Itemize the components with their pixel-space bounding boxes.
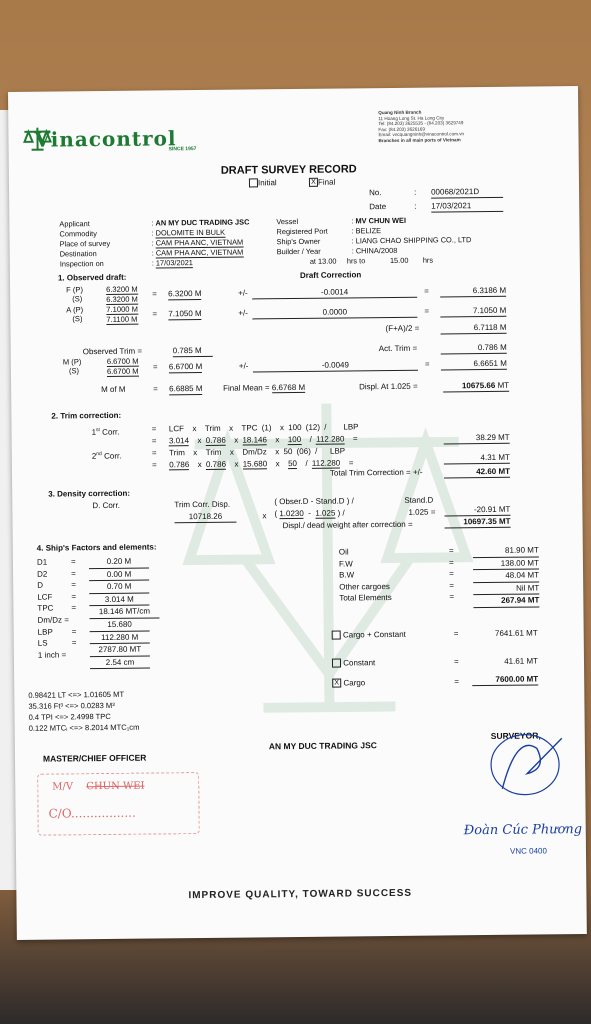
surveyor-name: Đoàn Cúc Phương <box>463 822 583 839</box>
observed-trim: 0.785 M <box>173 346 213 357</box>
section-density-correction: 3. Density correction: <box>48 488 131 499</box>
constant-value: 41.61 MT <box>504 656 539 666</box>
mid-corrected: 6.6651 M <box>441 359 507 371</box>
aft-correction: 0.0000 <box>252 307 417 320</box>
mid-mean: 6.6700 M <box>168 361 203 372</box>
final-mean: 6.6768 M <box>271 382 306 393</box>
mean-of-means: 6.6885 M <box>169 383 203 394</box>
section-trim-correction: 2. Trim correction: <box>51 410 122 421</box>
mid-values: 6.6700 M 6.6700 M <box>106 356 139 376</box>
section-observed-draft: 1. Observed draft: <box>57 272 127 283</box>
second-correction-label: 2nd Corr. <box>91 451 122 461</box>
constant-row: Constant <box>332 658 375 668</box>
inspection-time: at 13.00 hrs to 15.00 hrs <box>309 255 434 266</box>
first-correction-result: 38.29 MT <box>444 433 510 445</box>
info-labels: Applicant Commodity Place of survey Destination Inspection on <box>59 219 111 269</box>
surveyor-label: SURVEYOR, <box>490 730 541 741</box>
total-trim-correction: 42.60 MT <box>444 467 510 479</box>
first-correction-formula: = LCF x Trim x TPC (1) x 100 (12) / LBP <box>151 422 359 434</box>
info-values: : AN MY DUC TRADING JSC : DOLOMITE IN BULK : CAM PHA ANC, VIETNAM : CAM PHA ANC, VIETNAM : 17/03/2021 <box>151 217 250 268</box>
aft-values: 7.1000 M 7.1100 M <box>106 304 139 324</box>
footer-slogan: IMPROVE QUALITY, TOWARD SUCCESS <box>188 887 413 902</box>
company-name: Vinacontrol <box>34 126 177 152</box>
mid-correction: -0.0049 <box>253 360 418 373</box>
record-number: 00068/2021D <box>431 187 503 199</box>
surveyor-signature-icon <box>477 728 578 809</box>
first-correction-values: = 3.014 x 0.786 x 18.146 x 100 / 112.280 = <box>151 434 358 446</box>
forward-mean: 6.3200 M <box>168 288 202 299</box>
standard-density: 1.025 <box>315 508 336 518</box>
aft-mean: 7.1050 M <box>168 308 202 319</box>
forward-corrected: 6.3186 M <box>440 286 506 298</box>
mid-labels: M (P) (S) <box>62 357 82 376</box>
cargo-constant-value: 7641.61 MT <box>494 628 538 638</box>
master-stamp: M/V CHUN WEI C/O................. <box>37 772 200 836</box>
record-date: 17/03/2021 <box>431 201 503 213</box>
branch-info: Quang Ninh Branch 11 Hoang Long St. Ha Long City Tel: (84.203) 3625535 - (84.203) 3629749 Fax: (84.203) 3626169 Email: vncquangninh@vinacontrol.com.vn Branches in all main ports of Vietnam <box>378 109 465 144</box>
document-title: DRAFT SURVEY RECORD <box>220 163 357 177</box>
first-correction-label: 1st Corr. <box>91 427 120 437</box>
displacement-after-correction: 10697.35 MT <box>444 517 510 529</box>
second-correction-values: = 0.786 x 0.786 x 15.680 x 50 / 112.280 = <box>151 458 354 470</box>
initial-checkbox: Initial <box>249 178 277 188</box>
observed-density: 1.0230 <box>279 508 304 519</box>
ship-factor-equals: = = = = = = = <box>70 557 77 648</box>
section-ship-factors: 4. Ship's Factors and elements: <box>36 542 157 553</box>
conversion-table: 0.98421 LT <=> 1.01605 MT 35.316 Ft³ <=> 0.0283 M³ 0.4 TPI <=> 2.4998 TPC 0.122 MTCᵢ <=> 8.2014 MTC₁cm <box>28 689 140 733</box>
vessel-labels: Vessel Registered Port Ship's Owner Builder / Year <box>276 216 328 257</box>
since-label: SINCE 1957 <box>168 146 197 153</box>
master-label: MASTER/CHIEF OFFICER <box>42 752 147 764</box>
aft-corrected: 7.1050 M <box>440 306 506 318</box>
no-label: No. <box>369 188 382 198</box>
element-labels: Oil F.W B.W Other cargoes Total Elements <box>338 547 392 603</box>
displacement: 10675.66 MT <box>443 381 509 393</box>
cargo-constant-row: Cargo + Constant <box>332 630 406 641</box>
cargo-value: 7600.00 MT <box>472 674 538 686</box>
date-label: Date <box>369 202 387 212</box>
actual-trim: 0.786 M <box>441 343 507 355</box>
element-values: 81.90 MT 138.00 MT 48.04 MT Nil MT 267.94 MT <box>473 544 540 608</box>
aft-labels: A (P) (S) <box>66 305 84 324</box>
ship-factor-values: 0.20 M 0.00 M 0.70 M 3.014 M 18.146 MT/cm 15.680 112.280 M 2787.80 MT 2.54 cm <box>89 555 160 669</box>
forward-correction: -0.0014 <box>252 287 417 300</box>
trim-corr-disp: 10718.26 <box>174 512 236 524</box>
vessel-values: : MV CHUN WEI : BELIZE : LIANG CHAO SHIPPING CO., LTD : CHINA/2008 <box>351 215 472 256</box>
forward-values: 6.3200 M 6.3200 M <box>106 284 138 304</box>
second-correction-result: 4.31 MT <box>444 453 510 465</box>
cargo-row: X Cargo <box>332 678 365 688</box>
company-signature-label: AN MY DUC TRADING JSC <box>268 740 377 752</box>
forward-labels: F (P) (S) <box>66 285 83 304</box>
final-checkbox: X Final <box>309 178 335 188</box>
fa-mean: 6.7118 M <box>440 323 506 335</box>
document-page: Vinacontrol SINCE 1957 Quang Ninh Branch 11 Hoang Long St. Ha Long City Tel: (84.203) 3625535 - (84.203) 3629749 Fax: (84.203) 3626169 Email: vncquangninh@vinacontrol.com.vn Branches in all main ports of Vietnam DRAFT SURVEY RECORD Initial X Final No. : 00068/2021D Date : 17/03/2021 Applicant Commodity Place of survey Destination Inspection on : AN MY DUC TRADING JSC : DOLOMITE IN BULK : CAM PHA ANC, VIETNAM : CAM PHA ANC, VIETNAM : 17/03/2021 Vessel Registered Port Ship's Owner Builder / Year : MV CHUN WEI : BELIZE : LIANG CHAO SHIPPING CO., LTD : CHINA/2008 at 13.00 hrs to 15.00 hrs 1. Observed draft: Draft Correction F (P) (S) 6.3200 M 6.3200 M = 6.3200 M +/- -0.0014 = 6.3186 M A (P) (S) 7.1000 M 7.1100 M = 7.1050 M +/- 0.0000 = 7.1050 M (F+A)/2 = 6.7118 M Observed Trim = 0.785 M Act. Trim = 0.786 M M (P) (S) 6.6700 M 6.6700 M = 6.6700 M +/- -0.0049 = 6.6651 M M of M = 6.6885 M Final Mean = 6.6768 M Displ. At 1.025 = 10675.66 MT 2. Trim correction: 1st Corr. = LCF x Trim x TPC (1) x 100 (12) / LBP = 3.014 x 0.786 x 18.146 x 100 / 112.280 = 38.29 MT 2nd Corr. = Trim x Trim x Dm/Dz x 50 (06) / LBP = 0.786 x 0.786 x 15.680 x 50 / 112.280 = 4.31 MT Total Trim Correction = +/- 42.60 MT 3. Density correction: D. Corr. Trim Corr. Disp. 10718.26 x ( Obser.D - Stand.D ) / Stand.D ( 1.0230 - 1.025 ) / 1.025 = -20.91 MT Displ./ dead weight after correction = 10697.35 MT 4. Ship's Factors and elements: D1 D2 D LCF TPC Dm/Dz = LBP LS 1 inch = = = = = = = = 0.20 M 0.00 M 0.70 M 3.014 M 18.146 MT/cm 15.680 112.280 M 2787.80 MT 2.54 cm Oil F.W B.W Other cargoes Total Elements = = = = = 81.90 MT 138.00 MT 48.04 MT Nil MT 267.94 MT Cargo + Constant = 7641.61 MT Constant = 41.61 MT X Cargo = 7600.00 MT 0.98421 LT <=> 1.01605 MT 35.316 Ft³ <=> 0.0283 M³ 0.4 TPI <=> 2.4998 TPC 0.122 MTCᵢ <=> 8.2014 MTC₁cm MASTER/CHIEF OFFICER AN MY DUC TRADING JSC SURVEYOR, M/V CHUN WEI C/O................. Đoàn Cúc Phương VNC 0400 IMPROVE QUALITY, TOWARD SUCCESS <box>8 86 587 940</box>
draft-correction-heading: Draft Correction <box>299 270 362 280</box>
surveyor-code: VNC 0400 <box>509 846 547 856</box>
ship-factor-labels: D1 D2 D LCF TPC Dm/Dz = LBP LS 1 inch = <box>36 557 69 660</box>
second-correction-formula: = Trim x Trim x Dm/Dz x 50 (06) / LBP <box>151 446 346 458</box>
density-correction: -20.91 MT <box>444 505 510 517</box>
